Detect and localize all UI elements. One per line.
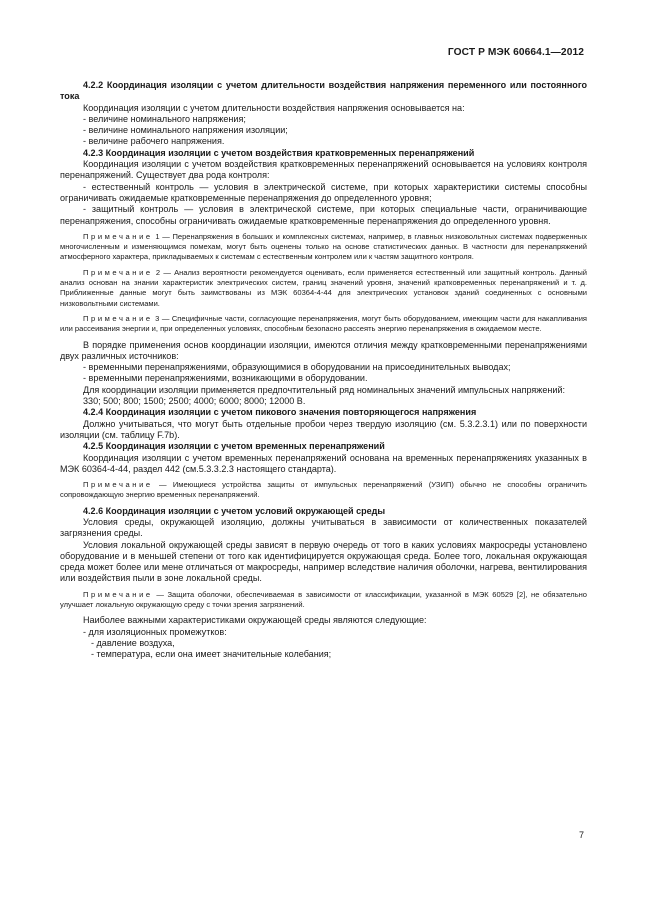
note-text: — Имеющиеся устройства защиты от импульсных перенапряжений (УЗИП) обычно не способны ограничить сопровождающую энергию временных перенапряжений. <box>60 480 587 500</box>
paragraph: Должно учитываться, что могут быть отдельные пробои через твердую изоляцию (см. 5.3.2.3.1) или по поверхности изоляции (см. таблицу F.7b). <box>60 418 587 440</box>
list-item: - защитный контроль — условия в электрической системе, при которых специальные части, ограничивающие перенапряжения, способны ограничивать ожидаемые кратковременные перенапряжения до определенного уровня. <box>60 204 587 226</box>
note-label: Примечание <box>83 267 153 277</box>
paragraph: Условия локальной окружающей среды зависят в первую очередь от того в каких условиях макросреды установлено оборудование и в меньшей степени от того как идентифицируется окружающая среда. Более того, локальная окружающая среда может более или мене отличаться от макросреды, например вследствие наличия оболочки, нагрева, вентилирования или воздействия пыли в зоне локальной среды. <box>60 539 587 584</box>
note-enclosure <box>60 590 587 611</box>
note-text: 3 — Специфичные части, согласующие перенапряжения, могут быть оборудованием, имеющим части для накапливания или рассеивания энергии и, при определенных условиях, способным безопасно рассеять энергию перенапряжения в ожидаемом месте. <box>60 313 587 334</box>
paragraph: Условия среды, окружающей изоляцию, должны учитываться в зависимости от количественных показателей загрязнения среды. <box>60 516 587 539</box>
note-text: — Защита оболочки, обеспечиваемая в зависимости от классификации, указанной в МЭК 60529 [2], не обязательно улучшает локальную окружающую среду с точки зрения загрязнений. <box>60 589 587 610</box>
paragraph: Наиболее важными характеристиками окружающей среды являются следующие: <box>83 615 427 626</box>
heading-4-2-3: 4.2.3 Координация изоляции с учетом воздействия кратковременных перенапряжений <box>83 147 475 158</box>
note-text: 1 — Перенапряжения в больших и комплексных системах, например, в главных низковольтных системах подверженных многочисленным и изменяющимся помехам, могут быть оценены только на основе статистических данных. В частности для перенапряжений атмосферного характера, прикладываемых к системам с естественным контролем или к частям защитного контроля. <box>60 231 587 262</box>
heading-4-2-2: 4.2.2 Координация изоляции с учетом длительности воздействия напряжения переменного или постоянного тока <box>60 80 587 102</box>
note-text: 2 — Анализ вероятности рекомендуется оценивать, если применяется естественный или защитный контроль. Данный анализ основан на знании характеристик электрических систем, границ значений уровня, значений кратковременных перенапряжений и т. д. Приближенные данные могут быть заимствованы из МЭК 60364-4-44 для электрических установок зданий соединенных с основными низковольтными системами. <box>60 267 587 308</box>
paragraph: Координация изоляции с учетом воздействия кратковременных перенапряжений основывается на условиях контроля перенапряжений. Существует два рода контроля: <box>60 159 587 181</box>
note-label: Примечание <box>83 480 153 490</box>
note-label: Примечание <box>83 589 153 599</box>
page-number: 7 <box>578 830 584 840</box>
heading-4-2-4: 4.2.4 Координация изоляции с учетом пикового значения повторяющегося напряжения <box>83 407 477 418</box>
paragraph: В порядке применения основ координации изоляции, имеются отличия между кратковременными перенапряжениями двух различных источников: <box>60 339 587 361</box>
note-label: Примечание <box>83 313 153 323</box>
note-uzip <box>60 480 587 501</box>
voltage-series: 330; 500; 800; 1500; 2500; 4000; 6000; 8000; 12000 В. <box>83 396 306 407</box>
heading-4-2-6: 4.2.6 Координация изоляции с учетом условий окружающей среды <box>83 505 386 516</box>
paragraph: Координация изоляции с учетом временных перенапряжений основана на временных перенапряжениях указанных в МЭК 60364-4-44, раздел 442 (см.5.3.3.2.3 настоящего стандарта). <box>60 452 587 474</box>
list-item: - временными перенапряжениями, возникающими в оборудовании. <box>83 373 368 384</box>
list-subitem: - температура, если она имеет значительные колебания; <box>91 649 332 660</box>
list-item: - величине номинального напряжения изоляции; <box>83 125 288 136</box>
document-body <box>60 80 587 661</box>
note-3 <box>60 314 587 335</box>
heading-4-2-5: 4.2.5 Координация изоляции с учетом временных перенапряжений <box>83 441 385 452</box>
list-item: - величине номинального напряжения; <box>83 113 246 124</box>
list-item: - для изоляционных промежутков: <box>83 626 227 637</box>
list-subitem: - давление воздуха, <box>91 637 175 648</box>
paragraph: Координация изоляции с учетом длительности воздействия напряжения основывается на: <box>83 102 465 113</box>
list-item: - временными перенапряжениями, образующимися в оборудовании на присоединительных выводах; <box>83 362 511 373</box>
note-label: Примечание <box>83 231 153 241</box>
note-2 <box>60 268 587 309</box>
standard-header: ГОСТ Р МЭК 60664.1—2012 <box>447 47 584 58</box>
list-item: - естественный контроль — условия в электрической системе, при которых характеристики системы способны ограничивать ожидаемые кратковременные перенапряжения до определенного уровня; <box>60 181 587 203</box>
list-item: - величине рабочего напряжения. <box>83 136 225 147</box>
note-1 <box>60 232 587 263</box>
paragraph: Для координации изоляции применяется предпочтительный ряд номинальных значений импульсных напряжений: <box>83 384 566 395</box>
